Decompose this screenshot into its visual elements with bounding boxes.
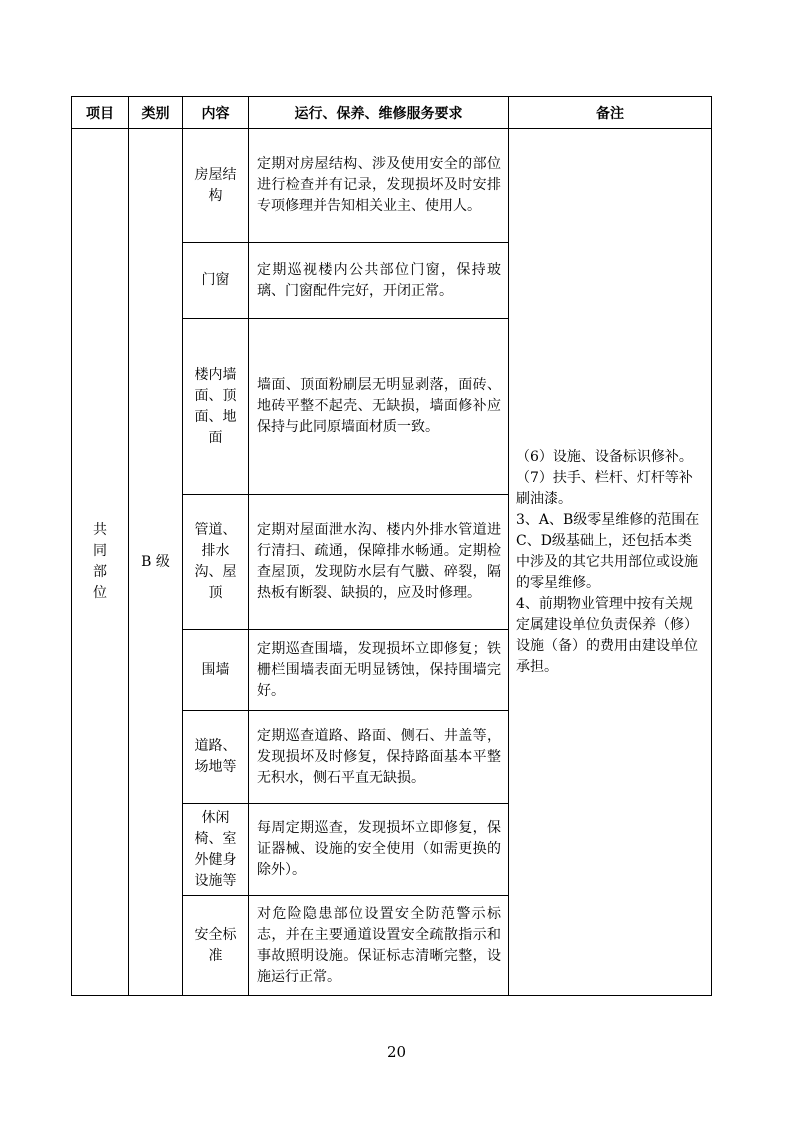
content-cell — [183, 495, 249, 630]
header-requirement: 运行、保养、维修服务要求 — [249, 97, 509, 129]
header-project: 项目 — [72, 97, 129, 129]
remarks-cell — [509, 129, 712, 996]
requirement-cell: 每周定期巡查，发现损坏立即修复，保证器械、设施的安全使用（如需更换的除外）。 — [249, 804, 509, 896]
requirement-cell: 对危险隐患部位设置安全防范警示标志，并在主要通道设置安全疏散指示和事故照明设施。保证标志清晰完整，设施运行正常。 — [249, 896, 509, 996]
content-cell: 门窗 — [183, 243, 249, 319]
remark-item: （6）设施、设备标识修补。 — [516, 448, 693, 465]
remark-item: 3、A、B级零星维修的范围在C、D级基础上，还包括本类中涉及的其它共用部位或设施的零星维修。 — [516, 511, 700, 591]
header-remarks: 备注 — [509, 97, 712, 129]
requirement-cell: 定期对房屋结构、涉及使用安全的部位进行检查并有记录，发现损坏及时安排专项修理并告知相关业主、使用人。 — [249, 129, 509, 243]
content-cell — [183, 804, 249, 896]
header-content: 内容 — [183, 97, 249, 129]
category-cell: B 级 — [129, 129, 183, 996]
service-requirements-table — [71, 96, 712, 996]
requirement-cell: 定期巡视楼内公共部位门窗，保持玻璃、门窗配件完好，开闭正常。 — [249, 243, 509, 319]
content-label: 道路、场地等 — [194, 738, 237, 775]
header-category: 类别 — [129, 97, 183, 129]
content-label: 安全标准 — [194, 926, 237, 964]
requirement-cell: 定期对屋面泄水沟、楼内外排水管道进行清扫、疏通，保障排水畅通。定期检查屋顶，发现防水层有气臌、碎裂，隔热板有断裂、缺损的，应及时修理。 — [249, 495, 509, 630]
content-label: 楼内墙面、顶面、地面 — [194, 366, 237, 446]
content-cell — [183, 319, 249, 495]
content-cell: 围墙 — [183, 630, 249, 711]
requirement-cell: 定期巡查道路、路面、侧石、井盖等，发现损坏及时修复，保持路面基本平整无积水，侧石平直无缺损。 — [249, 711, 509, 804]
page-number: 20 — [386, 1043, 407, 1061]
requirement-cell: 定期巡查围墙，发现损坏立即修复；铁栅栏围墙表面无明显锈蚀，保持围墙完好。 — [249, 630, 509, 711]
remark-item: （7）扶手、栏杆、灯杆等补刷油漆。 — [516, 469, 693, 507]
project-label: 共同部位 — [93, 522, 107, 601]
project-cell — [72, 129, 129, 996]
table-row — [72, 129, 712, 243]
remark-item: 4、前期物业管理中按有关规定属建设单位负责保养（修）设施（备）的费用由建设单位承担。 — [516, 595, 698, 675]
content-cell: 房屋结构 — [183, 129, 249, 243]
content-label: 休闲椅、室外健身设施等 — [194, 809, 237, 889]
content-cell — [183, 896, 249, 996]
table-header-row — [72, 97, 712, 129]
content-label: 管道、排水沟、屋顶 — [194, 522, 237, 601]
content-cell — [183, 711, 249, 804]
requirement-cell: 墙面、顶面粉刷层无明显剥落，面砖、地砖平整不起壳、无缺损，墙面修补应保持与此同原墙面材质一致。 — [249, 319, 509, 495]
